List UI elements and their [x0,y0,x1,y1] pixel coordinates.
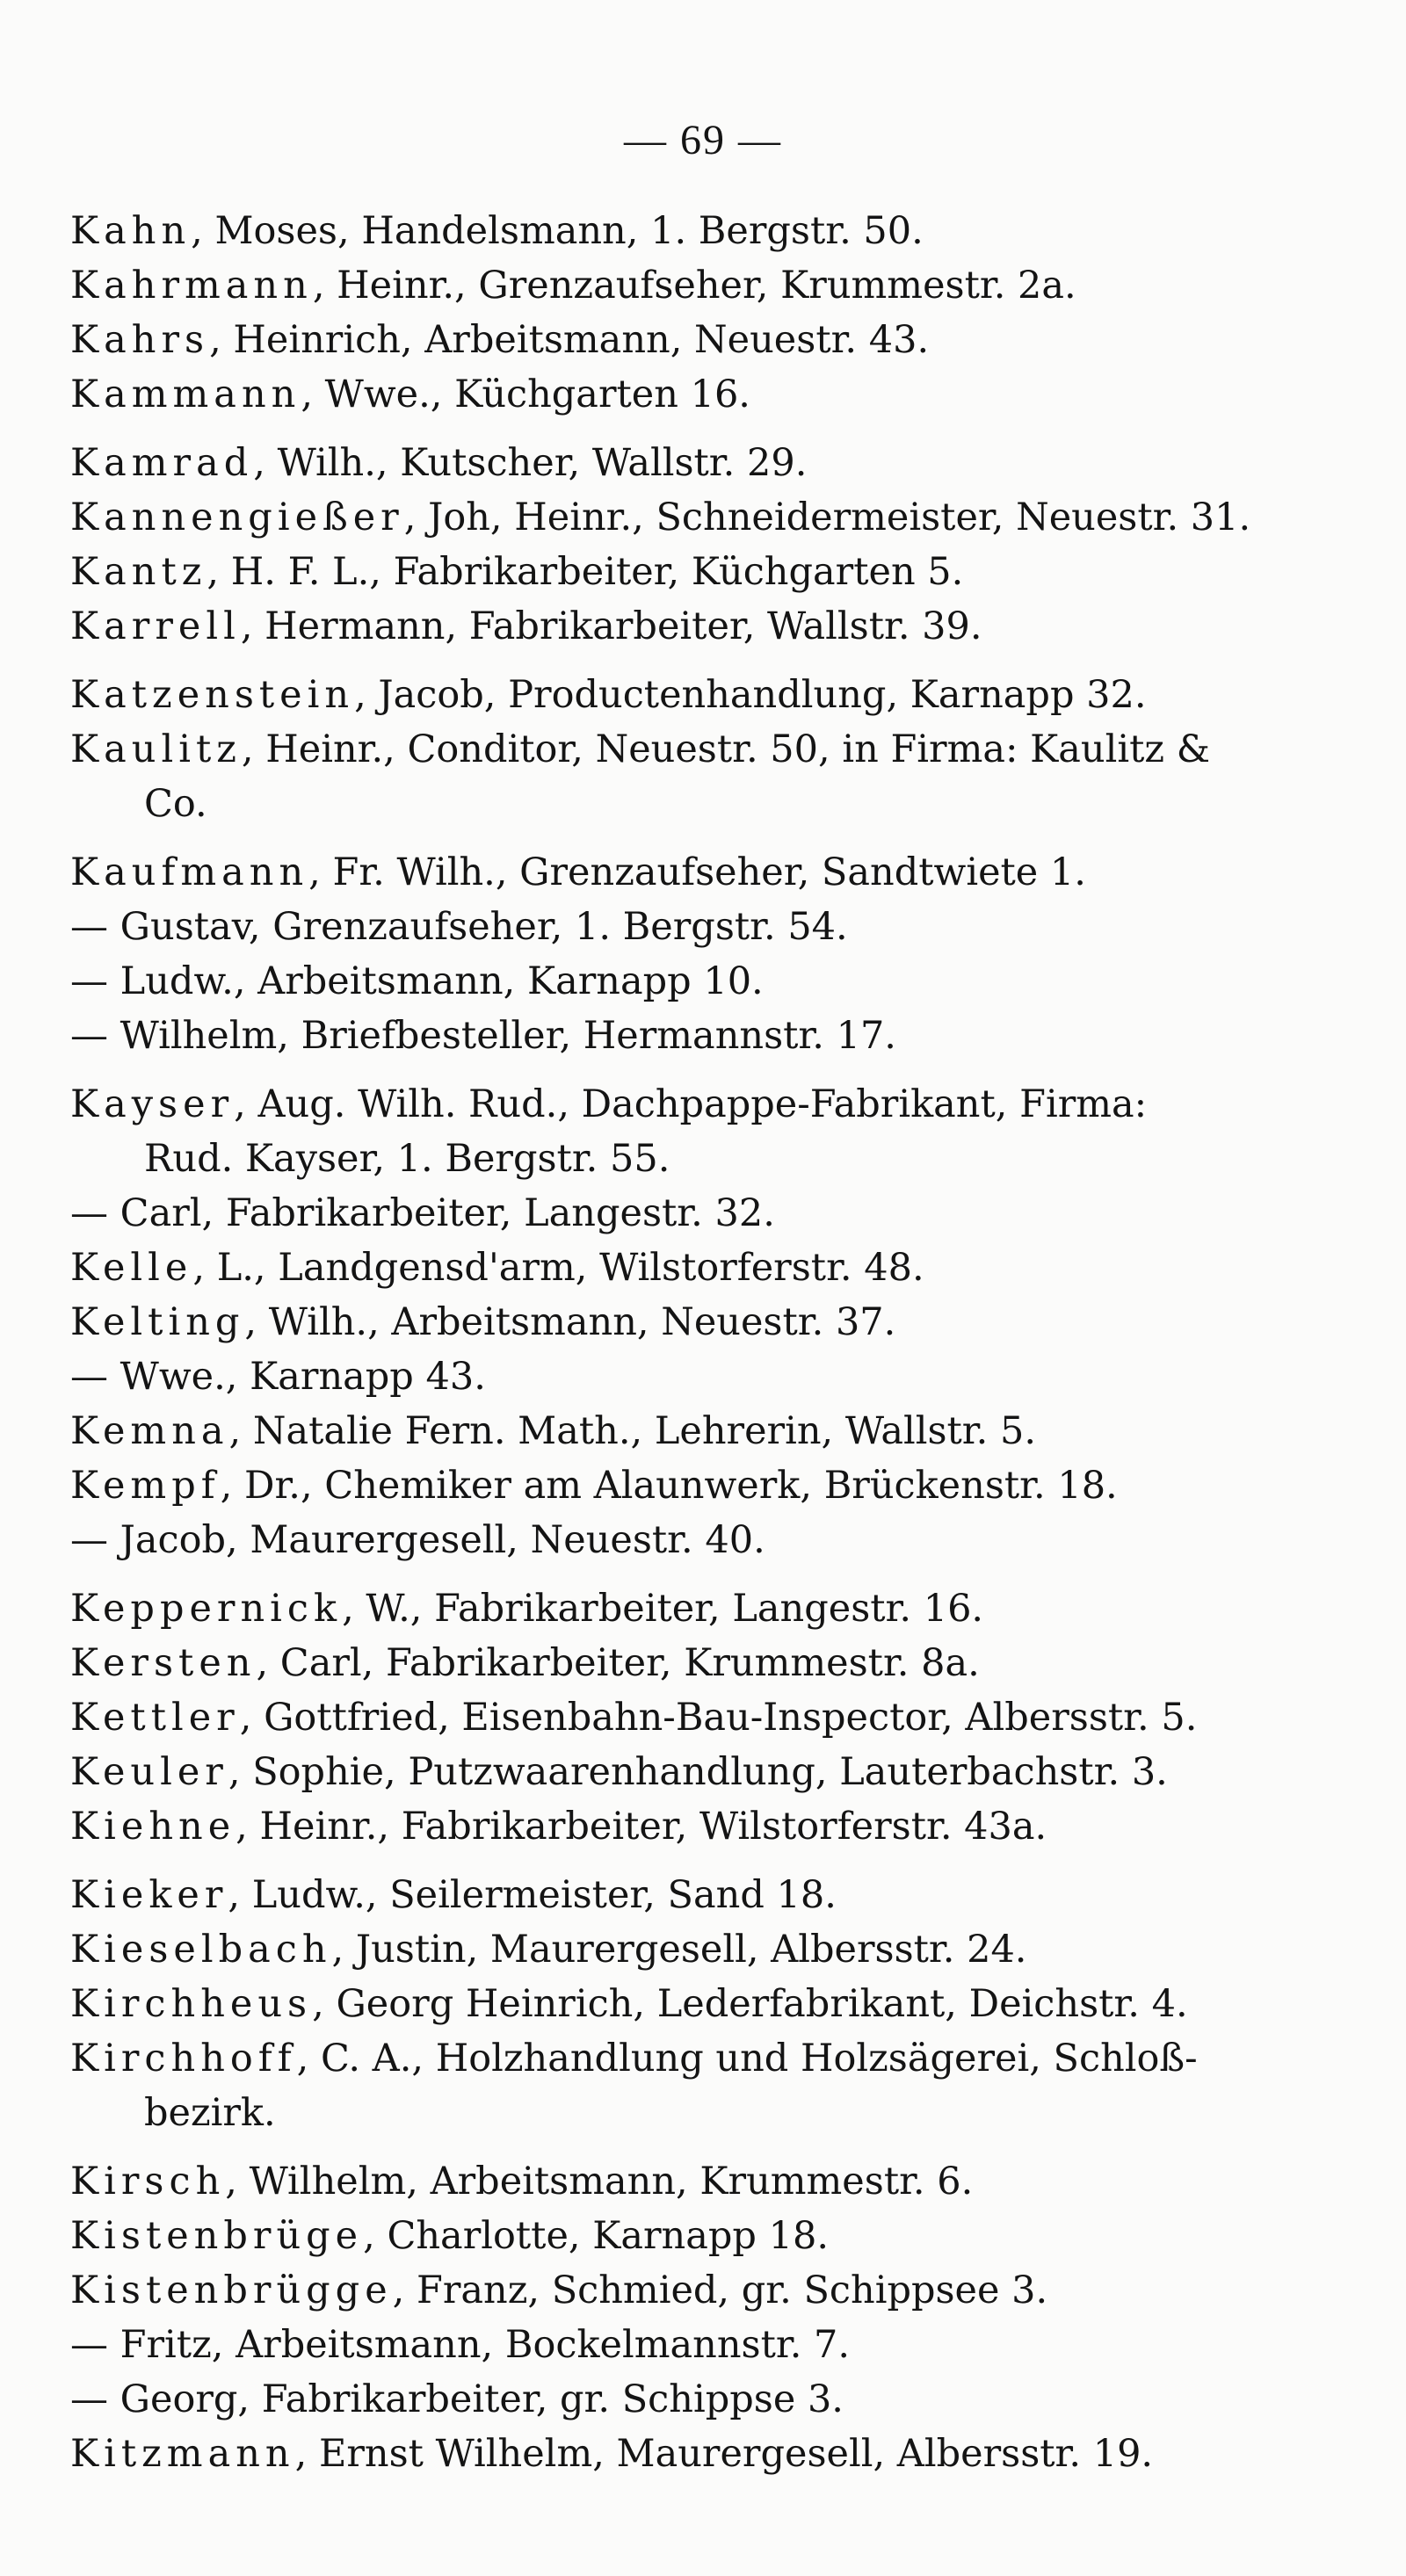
entry-surname: Kahrs [70,318,210,362]
entry-surname: Keppernick [70,1587,343,1631]
entry-details: , Wilh., Kutscher, Wallstr. 29. [253,441,808,485]
list-item [70,2372,1230,2427]
entry-details: Carl, Fabrikarbeiter, Langestr. 32. [108,1191,775,1235]
list-item [70,1799,1230,1854]
list-item [70,668,1230,722]
list-item [70,2154,1230,2209]
list-item [70,1186,1230,1241]
list-item [70,2031,1230,2140]
list-item [70,490,1251,545]
entry-surname: Kettler [70,1696,240,1740]
entry-surname: Keuler [70,1750,228,1794]
entry-details: , Dr., Chemiker am Alaunwerk, Brückenstr. 18. [220,1464,1118,1508]
list-item [70,845,1230,900]
entry-details: Ludw., Arbeitsmann, Karnapp 10. [108,959,764,1003]
entry-details: , Sophie, Putzwaarenhandlung, Lauterbachstr. 3. [228,1750,1168,1794]
entry-details: , H. F. L., Fabrikarbeiter, Küchgarten 5. [207,550,964,594]
list-item [70,900,1230,954]
entry-details: , Wilh., Arbeitsmann, Neuestr. 37. [244,1300,896,1344]
list-item [70,2209,1230,2263]
entry-surname: Karrell [70,604,241,648]
entry-surname: Kieselbach [70,1928,332,1972]
entry-details: , Heinr., Fabrikarbeiter, Wilstorferstr. 43a. [236,1805,1047,1849]
entry-details: Jacob, Maurergesell, Neuestr. 40. [108,1518,765,1562]
list-item [70,1745,1230,1799]
entry-surname: Kammann [70,373,301,416]
entry-details: , Gottfried, Eisenbahn-Bau-Inspector, Albersstr. 5. [239,1696,1198,1740]
entry-details: , Charlotte, Karnapp 18. [363,2214,829,2258]
entry-details: Gustav, Grenzaufseher, 1. Bergstr. 54. [108,905,848,949]
list-item [70,599,1230,654]
entry-details: , Fr. Wilh., Grenzaufseher, Sandtwiete 1. [308,850,1086,894]
entry-surname: Kirchhoff [70,2037,297,2080]
list-item [70,1009,1230,1063]
entry-list [70,204,1251,2481]
entry-details: , Jacob, Productenhandlung, Karnapp 32. [354,673,1147,717]
entry-details: , Franz, Schmied, gr. Schippsee 3. [392,2268,1048,2312]
entry-details: , Georg Heinrich, Lederfabrikant, Deichstr. 4. [312,1982,1188,2026]
entry-details: Wilhelm, Briefbesteller, Hermannstr. 17. [108,1014,896,1058]
entry-surname: Kelting [70,1300,245,1344]
entry-surname: Kitzmann [70,2432,295,2476]
entry-details: , Heinrich, Arbeitsmann, Neuestr. 43. [209,318,930,362]
list-item [70,1690,1230,1745]
entry-details: , Wilhelm, Arbeitsmann, Krummestr. 6. [225,2160,974,2203]
entry-details: , Carl, Fabrikarbeiter, Krummestr. 8a. [256,1641,980,1685]
entry-details: , Ludw., Seilermeister, Sand 18. [228,1873,837,1917]
entry-surname: Kempf [70,1464,221,1508]
entry-surname: Kantz [70,550,207,594]
entry-surname: Kaufmann [70,850,309,894]
entry-details: , Heinr., Conditor, Neuestr. 50, in Firma: Kaulitz & Co. [144,727,1211,826]
list-item [70,2427,1230,2481]
entry-surname: Kieker [70,1873,228,1917]
entry-surname: Kistenbrügge [70,2268,393,2312]
entry-surname: Kirchheus [70,1982,313,2026]
list-item [70,1636,1230,1690]
entry-surname: Kiehne [70,1805,236,1849]
entry-surname: Kahn [70,209,192,253]
entry-surname: Kirsch [70,2160,226,2203]
entry-dash: — [70,905,108,949]
list-item [70,2263,1230,2318]
entry-dash: — [70,1191,108,1235]
list-item [70,1977,1230,2031]
entry-details: , C. A., Holzhandlung und Holzsägerei, Schloß-bezirk. [144,2037,1198,2135]
list-item [70,1868,1230,1922]
entry-details: , W., Fabrikarbeiter, Langestr. 16. [342,1587,984,1631]
entry-details: , L., Landgensd'arm, Wilstorferstr. 48. [192,1246,924,1290]
entry-surname: Kamrad [70,441,254,485]
list-item [70,2318,1230,2372]
list-item [70,1077,1230,1186]
entry-dash: — [70,959,108,1003]
entry-details: , Aug. Wilh. Rud., Dachpappe-Fabrikant, Firma: Rud. Kayser, 1. Bergstr. 55. [144,1082,1148,1181]
entry-dash: — [70,2377,108,2421]
entry-details: , Wwe., Küchgarten 16. [301,373,750,416]
entry-dash: — [70,1518,108,1562]
list-item [70,367,1230,422]
entry-details: Georg, Fabrikarbeiter, gr. Schippse 3. [108,2377,844,2421]
entry-surname: Kayser [70,1082,235,1126]
list-item [70,1922,1230,1977]
entry-details: , Justin, Maurergesell, Albersstr. 24. [331,1928,1027,1972]
entry-dash: — [70,1014,108,1058]
list-item [70,545,1230,599]
list-item [70,722,1230,831]
entry-surname: Kaulitz [70,727,242,771]
page-number: — 69 — [624,117,782,163]
entry-details: , Hermann, Fabrikarbeiter, Wallstr. 39. [240,604,982,648]
list-item [70,1513,1230,1567]
entry-surname: Kannengießer [70,496,404,539]
entry-details: Wwe., Karnapp 43. [108,1355,486,1399]
entry-dash: — [70,1355,108,1399]
list-item [70,436,1230,490]
list-item [70,258,1230,313]
entry-details: , Ernst Wilhelm, Maurergesell, Albersstr. 19. [294,2432,1154,2476]
list-item [70,313,1230,367]
entry-details: , Joh, Heinr., Schneidermeister, Neuestr. 31. [403,496,1251,539]
entry-details: , Heinr., Grenzaufseher, Krummestr. 2a. [312,264,1076,308]
list-item [70,1295,1230,1350]
entry-surname: Kistenbrüge [70,2214,364,2258]
entry-details: , Moses, Handelsmann, 1. Bergstr. 50. [191,209,924,253]
entry-surname: Katzenstein [70,673,355,717]
list-item [70,204,1230,258]
entry-surname: Kemna [70,1409,229,1453]
list-item [70,1458,1230,1513]
list-item [70,1404,1230,1458]
entry-surname: Kersten [70,1641,257,1685]
list-item [70,1581,1230,1636]
list-item [70,1241,1230,1295]
entry-details: Fritz, Arbeitsmann, Bockelmannstr. 7. [108,2323,851,2367]
entry-surname: Kahrmann [70,264,313,308]
list-item [70,1350,1230,1404]
entry-dash: — [70,2323,108,2367]
list-item [70,954,1230,1009]
entry-surname: Kelle [70,1246,193,1290]
entry-details: , Natalie Fern. Math., Lehrerin, Wallstr. 5. [228,1409,1037,1453]
